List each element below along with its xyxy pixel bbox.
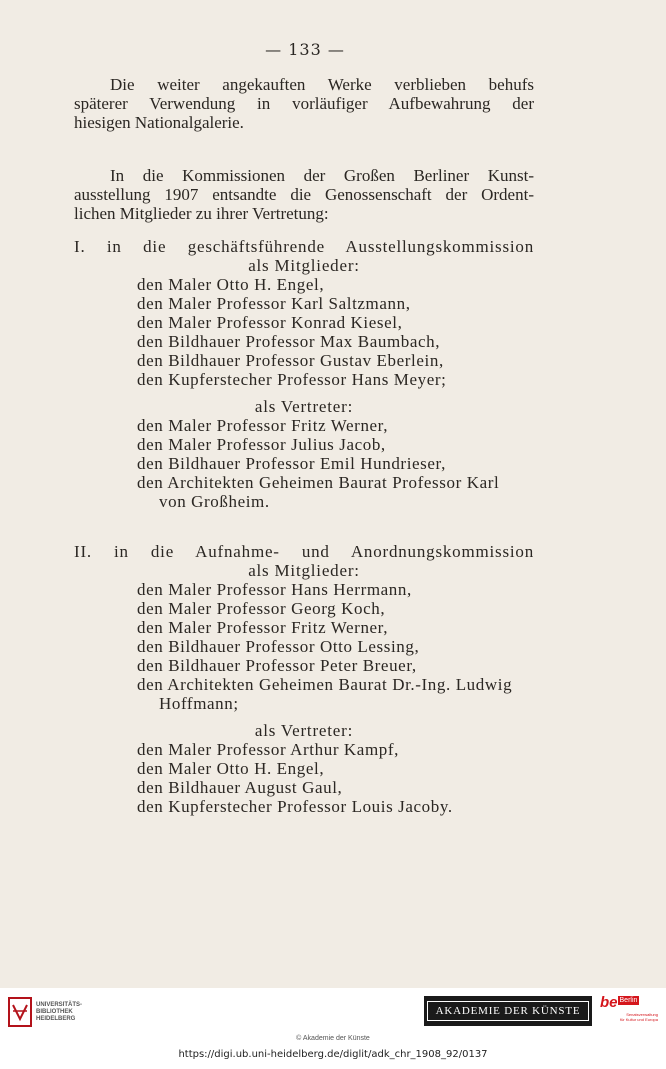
list-item: den Bildhauer Professor Otto Lessing,	[137, 637, 420, 656]
list-item: den Maler Professor Julius Jacob,	[137, 435, 386, 454]
deputies-list	[74, 416, 534, 511]
list-item-continuation: Hoffmann;	[159, 694, 239, 713]
list-item: den Maler Otto H. Engel,	[137, 275, 325, 294]
berlin-logo[interactable]	[600, 994, 658, 1028]
paragraph-1	[74, 75, 534, 132]
section-1	[74, 237, 534, 511]
list-item: den Maler Professor Konrad Kiesel,	[137, 313, 403, 332]
library-name: UNIVERSITÄTS- BIBLIOTHEK HEIDELBERG	[36, 1001, 83, 1022]
list-item	[137, 473, 534, 511]
berlin-dept: Senatsverwaltung	[626, 1012, 658, 1017]
copyright: © Akademie der Künste	[296, 1035, 370, 1042]
deputies-label: als Vertreter:	[254, 721, 354, 740]
list-item	[137, 675, 534, 713]
page-number: — 133 —	[265, 40, 345, 59]
text-line: lichen Mitglieder zu ihrer Vertretung:	[74, 204, 329, 223]
list-item: den Bildhauer Professor Gustav Eberlein,	[137, 351, 444, 370]
deputies-list	[74, 740, 534, 816]
members-list	[74, 580, 534, 713]
text-line: hiesigen Nationalgalerie.	[74, 113, 244, 132]
berlin-dept: für Kultur und Europa	[619, 1017, 658, 1022]
section-2	[74, 542, 534, 816]
list-item-text: den Architekten Geheimen Baurat Professor Karl	[137, 473, 500, 492]
list-item: den Maler Professor Georg Koch,	[137, 599, 386, 618]
members-label: als Mitglieder:	[248, 256, 360, 275]
list-item: den Kupferstecher Professor Hans Meyer;	[137, 370, 447, 389]
list-item: den Kupferstecher Professor Louis Jacoby.	[137, 797, 453, 816]
akademie-label: AKADEMIE DER KÜNSTE	[427, 1001, 590, 1021]
list-item: den Bildhauer Professor Emil Hundrieser,	[137, 454, 446, 473]
list-item: den Maler Professor Fritz Werner,	[137, 618, 389, 637]
text-line: In die Kommissionen der Großen Berliner Kunst-	[110, 166, 534, 185]
list-item-continuation: von Großheim.	[159, 492, 270, 511]
section-heading: I. in die geschäftsführende Ausstellungskommission	[74, 237, 534, 256]
list-item: den Maler Professor Arthur Kampf,	[137, 740, 399, 759]
library-seal-icon	[8, 997, 32, 1027]
deputies-label: als Vertreter:	[254, 397, 354, 416]
text-line: ausstellung 1907 entsandte die Genossenschaft der Ordent-	[74, 185, 534, 204]
list-item: den Bildhauer August Gaul,	[137, 778, 343, 797]
list-item: den Maler Professor Hans Herrmann,	[137, 580, 412, 599]
akademie-logo[interactable]	[424, 996, 592, 1026]
list-item: den Maler Otto H. Engel,	[137, 759, 325, 778]
text-line: späterer Verwendung in vorläufiger Aufbewahrung der	[74, 94, 534, 113]
members-label: als Mitglieder:	[248, 561, 360, 580]
list-item: den Maler Professor Karl Saltzmann,	[137, 294, 411, 313]
berlin-tag: Berlin	[619, 997, 638, 1004]
list-item: den Bildhauer Professor Peter Breuer,	[137, 656, 417, 675]
text-line: Die weiter angekauften Werke verblieben behufs	[110, 75, 534, 94]
page-url[interactable]: https://digi.ub.uni-heidelberg.de/diglit/adk_chr_1908_92/0137	[178, 1049, 488, 1060]
berlin-be: be	[600, 994, 618, 1011]
members-list	[74, 275, 534, 389]
university-library-logo[interactable]	[8, 994, 98, 1030]
list-item-text: den Architekten Geheimen Baurat Dr.-Ing. Ludwig	[137, 675, 513, 694]
section-heading: II. in die Aufnahme- und Anordnungskommission	[74, 542, 534, 561]
list-item: den Maler Professor Fritz Werner,	[137, 416, 389, 435]
list-item: den Bildhauer Professor Max Baumbach,	[137, 332, 441, 351]
paragraph-2	[74, 166, 534, 223]
